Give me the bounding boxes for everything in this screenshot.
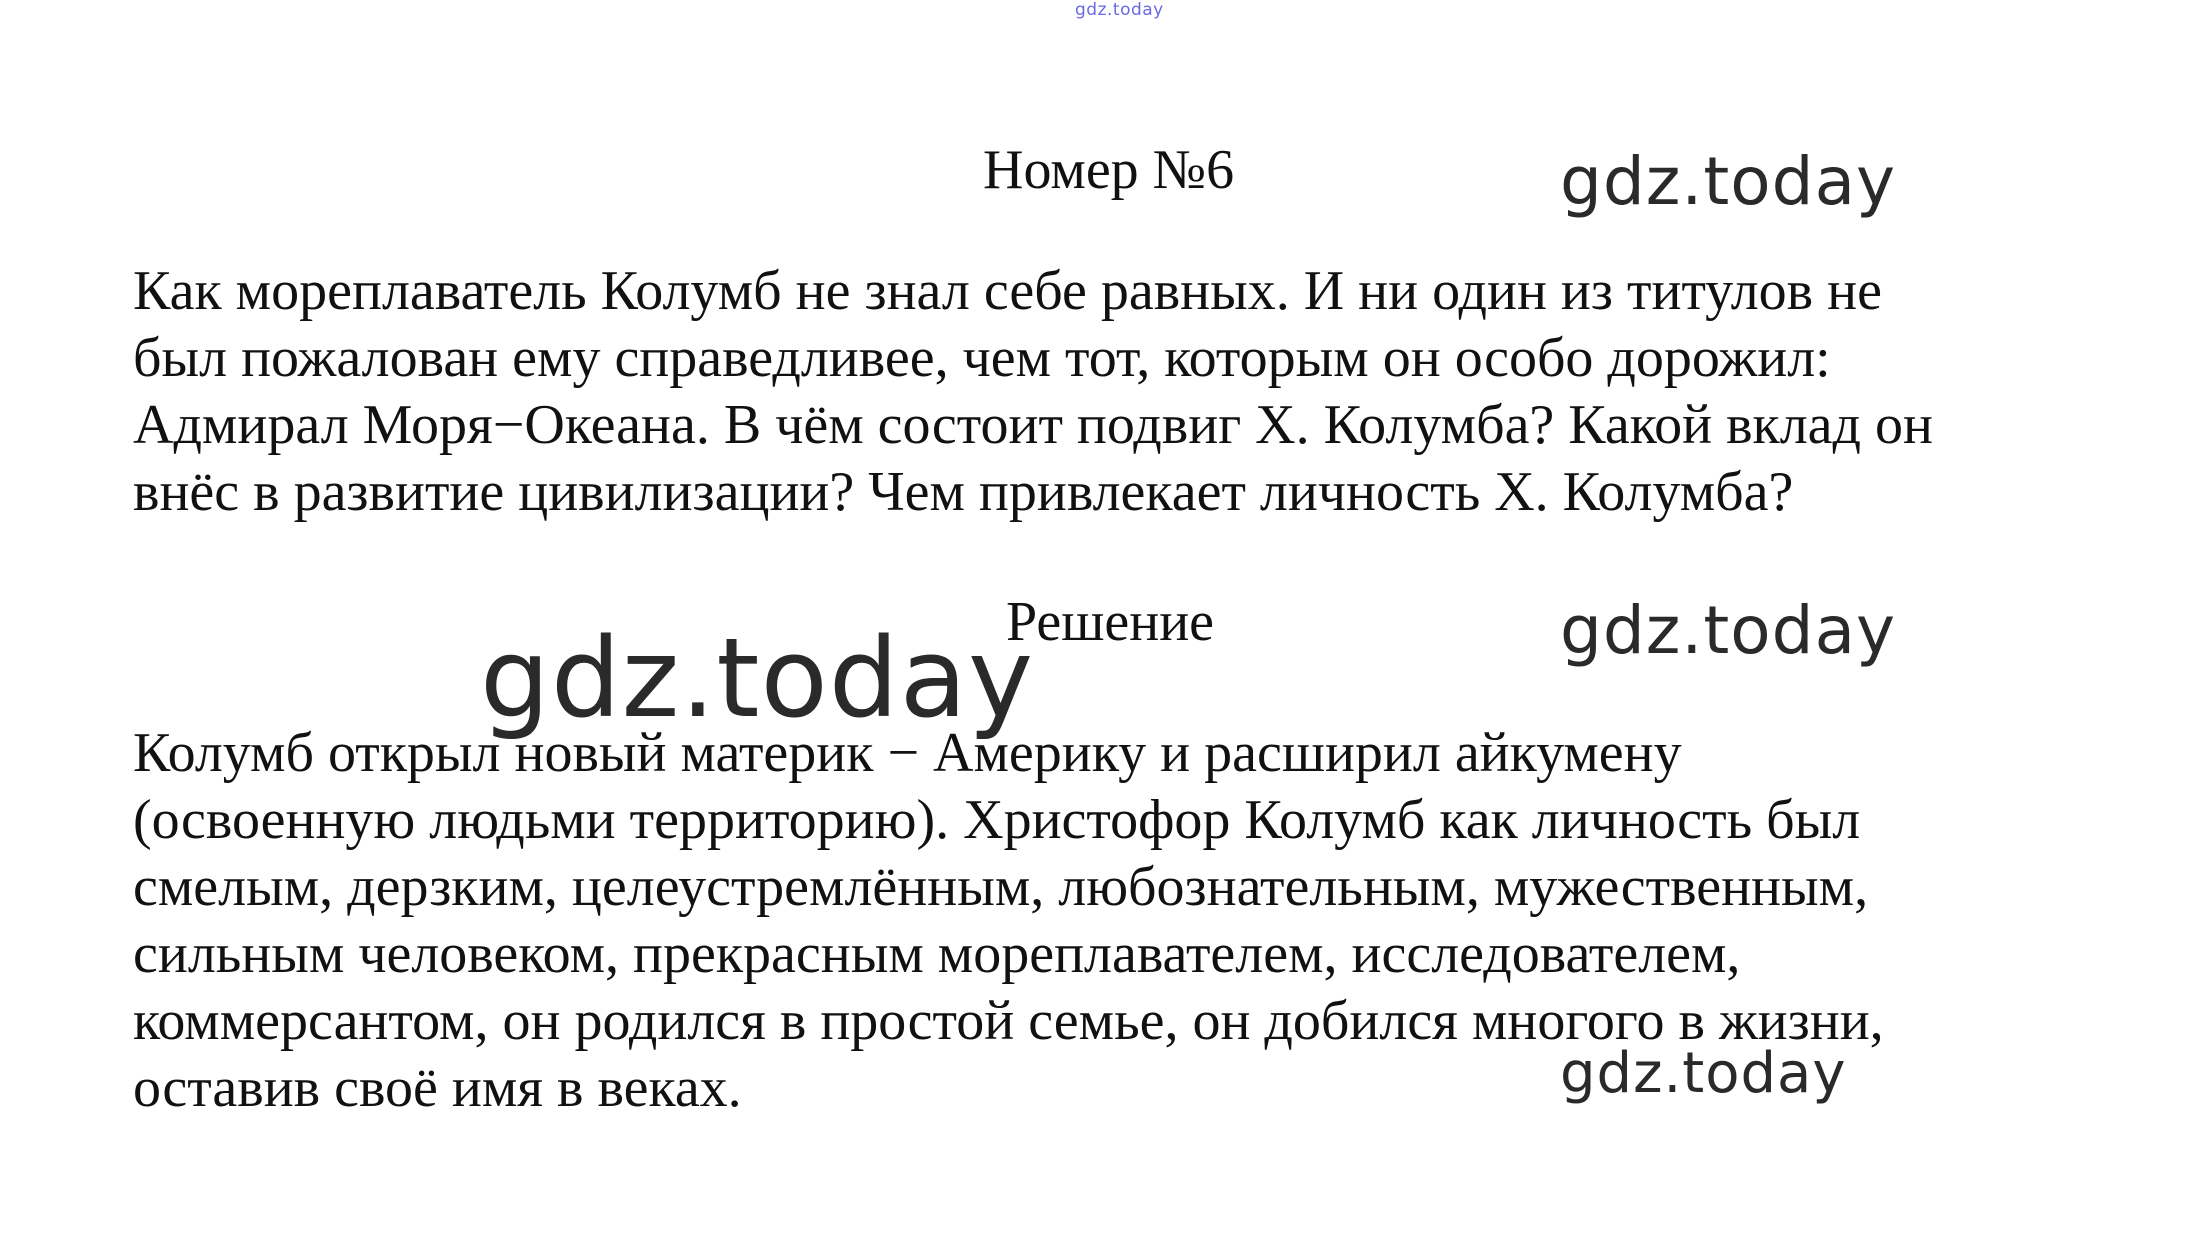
watermark: gdz.today [480,614,1035,742]
watermark: gdz.today [1560,592,1897,669]
question-line: Адмирал Моря−Океана. В чём состоит подвиг Х. Колумба? Какой вклад он [133,394,1933,456]
answer-line: смелым, дерзким, целеустремлённым, любознательным, мужественным, [133,856,1869,918]
watermark: gdz.today [1560,143,1897,220]
answer-line: коммерсантом, он родился в простой семье, он добился многого в жизни, [133,990,1884,1052]
question-text [133,258,2173,526]
answer-line: (освоенную людьми территорию). Христофор Колумб как личность был [133,789,1861,851]
task-title: Номер №6 [983,139,1235,201]
question-line: был пожалован ему справедливее, чем тот, которым он особо дорожил: [133,327,1831,389]
question-line: Как мореплаватель Колумб не знал себе равных. И ни один из титулов не [133,260,1882,322]
answer-line: оставив своё имя в веках. [133,1057,742,1119]
watermark: gdz.today [1560,1041,1847,1106]
answer-line: Колумб открыл новый материк − Америку и расширил айкумену [133,722,1682,784]
answer-text [133,720,2173,1122]
solution-heading: Решение [1006,591,1215,653]
top-watermark: gdz.today [1075,0,1164,20]
question-line: внёс в развитие цивилизации? Чем привлекает личность Х. Колумба? [133,461,1794,523]
answer-line: сильным человеком, прекрасным мореплавателем, исследователем, [133,923,1741,985]
